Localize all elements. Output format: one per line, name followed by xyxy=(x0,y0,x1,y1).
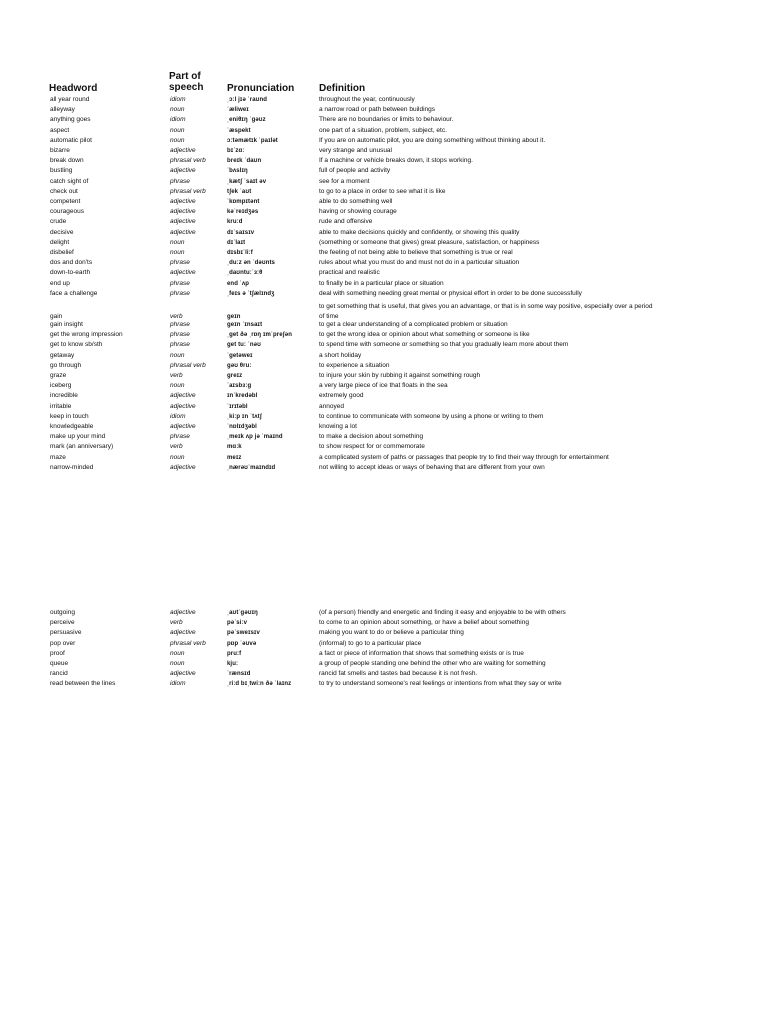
headword-cell: automatic pilot xyxy=(50,137,92,144)
headword-cell: incredible xyxy=(50,392,78,399)
headword-cell: break down xyxy=(50,157,84,164)
definition-cell: a complicated system of paths or passages that people try to find their way through for entertainment xyxy=(319,454,609,461)
headword-cell: mark (an anniversary) xyxy=(50,443,114,450)
part-of-speech-cell: idiom xyxy=(170,413,186,420)
definition-cell: There are no boundaries or limits to behaviour. xyxy=(319,116,454,123)
definition-cell: to injure your skin by rubbing it against something rough xyxy=(319,372,481,379)
headword-cell: delight xyxy=(50,239,70,246)
table-row xyxy=(0,463,768,473)
pronunciation-cell: ˈrænsɪd xyxy=(227,671,251,677)
definition-cell: to go to a place in order to see what it is like xyxy=(319,188,446,195)
part-of-speech-cell: adjective xyxy=(170,670,196,677)
definition-cell: If a machine or vehicle breaks down, it stops working. xyxy=(319,157,473,164)
part-of-speech-cell: phrasal verb xyxy=(170,362,206,369)
table-row xyxy=(0,442,768,452)
part-of-speech-cell: noun xyxy=(170,137,185,144)
definition-cell: to get something that is useful, that gives you an advantage, or that is in some way positive, especially over a period of time xyxy=(319,303,653,320)
table-row xyxy=(0,248,768,258)
definition-cell: annoyed xyxy=(319,403,344,410)
table-row xyxy=(0,608,768,618)
headword-cell: competent xyxy=(50,198,81,205)
table-row xyxy=(0,679,768,689)
definition-cell: a fact or piece of information that shows that something exists or is true xyxy=(319,650,524,657)
part-of-speech-cell: noun xyxy=(170,660,185,667)
definition-cell: to come to an opinion about something, or have a belief about something xyxy=(319,619,529,626)
headword-cell: anything goes xyxy=(50,116,91,123)
table-row xyxy=(0,279,768,289)
pronunciation-cell: ˌkiːp ɪn ˈtʌtʃ xyxy=(227,414,262,420)
part-of-speech-cell: noun xyxy=(170,127,185,134)
part-of-speech-cell: adjective xyxy=(170,269,196,276)
headword-cell: pop over xyxy=(50,640,76,647)
part-of-speech-cell: adjective xyxy=(170,392,196,399)
definition-cell: practical and realistic xyxy=(319,269,380,276)
table-row xyxy=(0,669,768,679)
headword-cell: check out xyxy=(50,188,78,195)
part-of-speech-cell: noun xyxy=(170,454,185,461)
part-of-speech-cell: verb xyxy=(170,443,183,450)
definition-cell: rancid fat smells and tastes bad because it is not fresh. xyxy=(319,670,478,677)
header-part-of-speech: Part of speech xyxy=(169,71,204,93)
part-of-speech-cell: noun xyxy=(170,382,185,389)
table-row xyxy=(0,197,768,207)
table-row xyxy=(0,289,768,299)
definition-cell: having or showing courage xyxy=(319,208,397,215)
definition-cell: If you are on automatic pilot, you are doing something without thinking about it. xyxy=(319,137,546,144)
part-of-speech-cell: verb xyxy=(170,372,183,379)
definition-cell: a very large piece of ice that floats in the sea xyxy=(319,382,448,389)
pronunciation-cell: ˌkætʃ ˈsaɪt əv xyxy=(227,179,267,185)
definition-cell: a group of people standing one behind the other who are waiting for something xyxy=(319,660,546,667)
part-of-speech-cell: phrase xyxy=(170,321,190,328)
pronunciation-cell: ɡeɪn ˈɪnsaɪt xyxy=(227,322,263,328)
part-of-speech-cell: phrase xyxy=(170,433,190,440)
definition-cell: a short holiday xyxy=(319,352,362,359)
pronunciation-cell: ˌaʊtˈɡəʊɪŋ xyxy=(227,610,258,616)
table-row xyxy=(0,649,768,659)
table-row xyxy=(0,238,768,248)
part-of-speech-cell: noun xyxy=(170,352,185,359)
definition-cell: able to make decisions quickly and confidently, or showing this quality xyxy=(319,229,520,236)
pronunciation-cell: ˈæliweɪ xyxy=(227,107,249,113)
definition-cell: to finally be in a particular place or situation xyxy=(319,280,444,287)
definition-cell: making you want to do or believe a particular thing xyxy=(319,629,464,636)
pronunciation-cell: dɪˈlaɪt xyxy=(227,240,246,246)
table-row xyxy=(0,330,768,340)
definition-cell: see for a moment xyxy=(319,178,370,185)
part-of-speech-cell: noun xyxy=(170,106,185,113)
definition-cell: full of people and activity xyxy=(319,167,391,174)
part-of-speech-cell: phrase xyxy=(170,331,190,338)
headword-cell: dos and don'ts xyxy=(50,259,93,266)
headword-cell: disbelief xyxy=(50,249,74,256)
definition-cell: the feeling of not being able to believe that something is true or real xyxy=(319,249,513,256)
definition-cell: to show respect for or commemorate xyxy=(319,443,425,450)
header-definition: Definition xyxy=(319,83,366,94)
pronunciation-cell: mɑːk xyxy=(227,444,242,450)
part-of-speech-cell: adjective xyxy=(170,218,196,225)
definition-cell: very strange and unusual xyxy=(319,147,392,154)
header-pronunciation: Pronunciation xyxy=(227,83,295,94)
pronunciation-cell: ˈæspekt xyxy=(227,128,251,134)
table-row xyxy=(0,628,768,638)
headword-cell: iceberg xyxy=(50,382,72,389)
table-row xyxy=(0,340,768,350)
part-of-speech-cell: verb xyxy=(170,313,183,320)
table-row xyxy=(0,618,768,628)
part-of-speech-cell: adjective xyxy=(170,403,196,410)
definition-cell: to get a clear understanding of a complicated problem or situation xyxy=(319,321,508,328)
pronunciation-cell: ˌeniθɪŋ ˈɡəʊz xyxy=(227,117,266,123)
pronunciation-cell: pruːf xyxy=(227,651,242,657)
pronunciation-cell: ˈɡetəweɪ xyxy=(227,353,253,359)
part-of-speech-cell: idiom xyxy=(170,116,186,123)
pronunciation-cell: ˌdaʊntuːˈɜːθ xyxy=(227,270,263,276)
table-row xyxy=(0,639,768,649)
table-row xyxy=(0,156,768,166)
definition-cell: deal with something needing great mental or physical effort in order to be done successfully xyxy=(319,290,582,297)
pronunciation-cell: tʃek ˈaʊt xyxy=(227,189,252,195)
definition-cell: a narrow road or path between buildings xyxy=(319,106,435,113)
table-row xyxy=(0,268,768,278)
definition-cell: knowing a lot xyxy=(319,423,357,430)
headword-cell: bustling xyxy=(50,167,73,174)
headword-cell: getaway xyxy=(50,352,75,359)
table-row xyxy=(0,258,768,268)
pronunciation-cell: ˈɪrɪtəbl xyxy=(227,404,248,410)
definition-cell: able to do something well xyxy=(319,198,393,205)
pronunciation-cell: ˈkɒmpɪtənt xyxy=(227,199,260,205)
definition-cell: (something or someone that gives) great pleasure, satisfaction, or happiness xyxy=(319,239,540,246)
table-row xyxy=(0,136,768,146)
table-row xyxy=(0,302,768,322)
table-row xyxy=(0,207,768,217)
pronunciation-cell: ˈbʌslɪŋ xyxy=(227,168,248,174)
definition-cell: (informal) to go to a particular place xyxy=(319,640,422,647)
headword-cell: gain insight xyxy=(50,321,83,328)
part-of-speech-cell: phrasal verb xyxy=(170,188,206,195)
table-row xyxy=(0,381,768,391)
headword-cell: aspect xyxy=(50,127,70,134)
headword-cell: outgoing xyxy=(50,609,75,616)
pronunciation-cell: ˌmeɪk ʌp jə ˈmaɪnd xyxy=(227,434,283,440)
headword-cell: get the wrong impression xyxy=(50,331,123,338)
part-of-speech-cell: adjective xyxy=(170,464,196,471)
headword-cell: alleyway xyxy=(50,106,75,113)
part-of-speech-cell: verb xyxy=(170,619,183,626)
part-of-speech-cell: adjective xyxy=(170,147,196,154)
definition-cell: to get the wrong idea or opinion about what something or someone is like xyxy=(319,331,530,338)
pronunciation-cell: ˈaɪsbɜːɡ xyxy=(227,383,252,389)
headword-cell: catch sight of xyxy=(50,178,89,185)
pronunciation-cell: dɪsbɪˈliːf xyxy=(227,250,253,256)
part-of-speech-cell: adjective xyxy=(170,609,196,616)
part-of-speech-cell: noun xyxy=(170,239,185,246)
table-row xyxy=(0,187,768,197)
headword-cell: make up your mind xyxy=(50,433,106,440)
table-row xyxy=(0,320,768,330)
definition-cell: throughout the year, continuously xyxy=(319,96,415,103)
pronunciation-cell: ɡeɪn xyxy=(227,314,241,320)
headword-cell: queue xyxy=(50,660,69,667)
pronunciation-cell: ɔːtəmætɪk ˈpaɪlət xyxy=(227,138,278,144)
table-row xyxy=(0,115,768,125)
pronunciation-cell: ˈnɒlɪdʒəbl xyxy=(227,424,257,430)
headword-cell: read between the lines xyxy=(50,680,116,687)
part-of-speech-cell: phrasal verb xyxy=(170,640,206,647)
pronunciation-cell: ˌfeɪs ə ˈtʃælɪndʒ xyxy=(227,291,275,297)
table-row xyxy=(0,453,768,463)
table-row xyxy=(0,659,768,669)
part-of-speech-cell: phrasal verb xyxy=(170,157,206,164)
table-row xyxy=(0,351,768,361)
header-headword: Headword xyxy=(49,83,98,94)
definition-cell: not willing to accept ideas or ways of behaving that are different from your own xyxy=(319,464,545,471)
part-of-speech-cell: adjective xyxy=(170,198,196,205)
part-of-speech-cell: phrase xyxy=(170,341,190,348)
pronunciation-cell: kruːd xyxy=(227,219,243,225)
part-of-speech-cell: adjective xyxy=(170,229,196,236)
table-row xyxy=(0,228,768,238)
table-row xyxy=(0,126,768,136)
pronunciation-cell: pəˈsiːv xyxy=(227,620,248,626)
table-row xyxy=(0,432,768,442)
pronunciation-cell: ɪnˈkredəbl xyxy=(227,393,258,399)
headword-cell: persuasive xyxy=(50,629,82,636)
definition-cell: extremely good xyxy=(319,392,364,399)
headword-cell: narrow-minded xyxy=(50,464,94,471)
pronunciation-cell: pɒp ˈəʊvə xyxy=(227,641,257,647)
table-row xyxy=(0,391,768,401)
pronunciation-cell: ˌnærəʊˈmaɪndɪd xyxy=(227,465,276,471)
pronunciation-cell: ɡəʊ θruː xyxy=(227,363,252,369)
pronunciation-cell: breɪk ˈdaʊn xyxy=(227,158,262,164)
pronunciation-cell: kəˈreɪdʒəs xyxy=(227,209,259,215)
part-of-speech-cell: adjective xyxy=(170,208,196,215)
table-row xyxy=(0,412,768,422)
definition-cell: (of a person) friendly and energetic and finding it easy and enjoyable to be with others xyxy=(319,609,566,616)
headword-cell: knowledgeable xyxy=(50,423,94,430)
pronunciation-cell: ˌɡet ðə ˌrɒŋ ɪmˈpreʃən xyxy=(227,332,292,338)
headword-cell: face a challenge xyxy=(50,290,98,297)
pronunciation-cell: ɡet tuː ˈnəʊ xyxy=(227,342,261,348)
pronunciation-cell: dɪˈsaɪsɪv xyxy=(227,230,255,236)
table-row xyxy=(0,402,768,412)
part-of-speech-cell: adjective xyxy=(170,423,196,430)
part-of-speech-cell: phrase xyxy=(170,259,190,266)
pronunciation-cell: bɪˈzɑː xyxy=(227,148,245,154)
headword-cell: proof xyxy=(50,650,65,657)
table-row xyxy=(0,177,768,187)
pronunciation-cell: ˌɔːl jɪə ˈraʊnd xyxy=(227,97,267,103)
headword-cell: go through xyxy=(50,362,82,369)
definition-cell: to spend time with someone or something so that you gradually learn more about them xyxy=(319,341,569,348)
headword-cell: gain xyxy=(50,313,63,320)
headword-cell: keep in touch xyxy=(50,413,89,420)
part-of-speech-cell: phrase xyxy=(170,290,190,297)
headword-cell: irritable xyxy=(50,403,72,410)
part-of-speech-cell: phrase xyxy=(170,280,190,287)
part-of-speech-cell: noun xyxy=(170,650,185,657)
part-of-speech-cell: phrase xyxy=(170,178,190,185)
part-of-speech-cell: idiom xyxy=(170,680,186,687)
definition-cell: to experience a situation xyxy=(319,362,390,369)
headword-cell: rancid xyxy=(50,670,68,677)
pronunciation-cell: end ˈʌp xyxy=(227,281,250,287)
part-of-speech-cell: adjective xyxy=(170,629,196,636)
headword-cell: courageous xyxy=(50,208,84,215)
headword-cell: all year round xyxy=(50,96,90,103)
definition-cell: rules about what you must do and must not do in a particular situation xyxy=(319,259,520,266)
headword-cell: decisive xyxy=(50,229,74,236)
part-of-speech-cell: adjective xyxy=(170,167,196,174)
table-row xyxy=(0,95,768,105)
headword-cell: crude xyxy=(50,218,67,225)
definition-cell: to try to understand someone's real feelings or intentions from what they say or write xyxy=(319,680,562,687)
headword-cell: get to know sb/sth xyxy=(50,341,103,348)
pronunciation-cell: meɪz xyxy=(227,455,242,461)
definition-cell: one part of a situation, problem, subject, etc. xyxy=(319,127,447,134)
definition-cell: to continue to communicate with someone by using a phone or writing to them xyxy=(319,413,544,420)
headword-cell: bizarre xyxy=(50,147,70,154)
pronunciation-cell: pəˈsweɪsɪv xyxy=(227,630,260,636)
definition-cell: rude and offensive xyxy=(319,218,373,225)
table-row xyxy=(0,166,768,176)
table-row xyxy=(0,422,768,432)
pronunciation-cell: ˌduːz ən ˈdəʊnts xyxy=(227,260,275,266)
headword-cell: down-to-earth xyxy=(50,269,91,276)
table-row xyxy=(0,371,768,381)
pronunciation-cell: ɡreɪz xyxy=(227,373,243,379)
table-row xyxy=(0,105,768,115)
table-row xyxy=(0,217,768,227)
headword-cell: perceive xyxy=(50,619,75,626)
headword-cell: maze xyxy=(50,454,66,461)
pronunciation-cell: ˌriːd bɪˌtwiːn ðə ˈlaɪnz xyxy=(227,681,292,687)
table-row xyxy=(0,361,768,371)
definition-cell: to make a decision about something xyxy=(319,433,424,440)
part-of-speech-cell: noun xyxy=(170,249,185,256)
table-row xyxy=(0,146,768,156)
pronunciation-cell: kjuː xyxy=(227,661,239,667)
headword-cell: graze xyxy=(50,372,67,379)
part-of-speech-cell: idiom xyxy=(170,96,186,103)
headword-cell: end up xyxy=(50,280,70,287)
